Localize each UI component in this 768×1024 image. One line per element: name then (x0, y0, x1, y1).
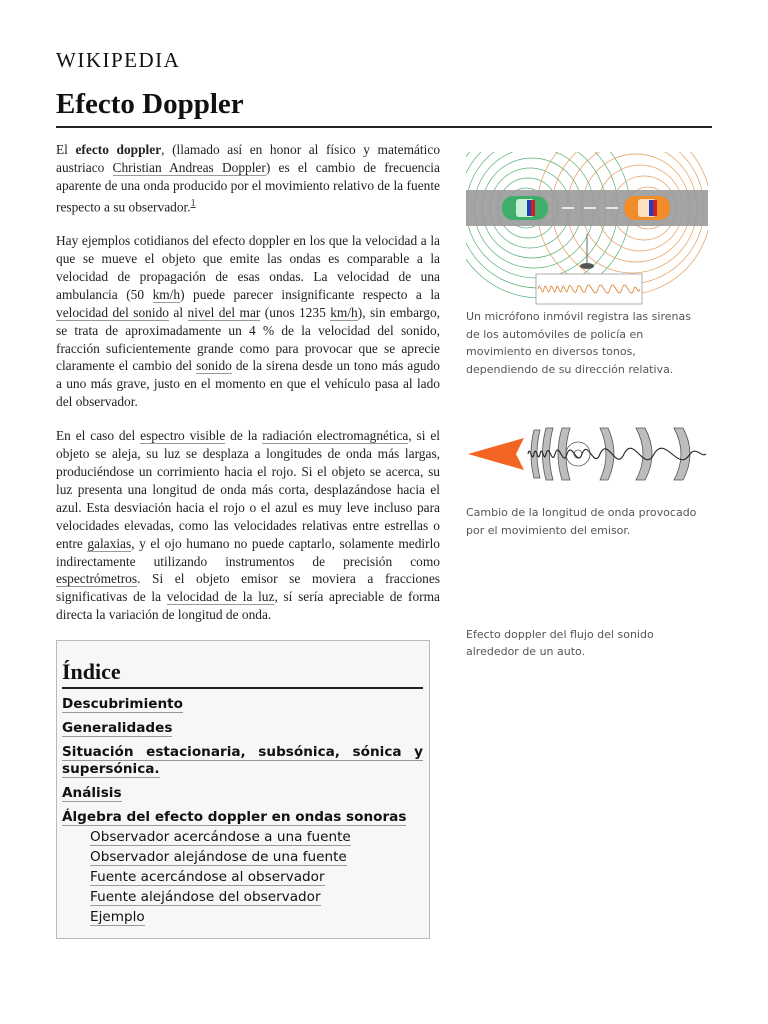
toc-item-label[interactable]: Situación estacionaria, subsónica, sónica y supersónica. (62, 744, 423, 778)
text: (unos 1235 (260, 304, 331, 320)
toc-subitem-label[interactable]: Fuente acercándose al observador (90, 869, 325, 886)
figure-caption-2: Cambio de la longitud de onda provocado por el movimiento del emisor. (466, 506, 697, 537)
text: , y el ojo humano no puede captarlo, solamente medirlo indirectamente utilizando instrumentos de precisión como (56, 535, 441, 569)
text: de la (225, 428, 263, 444)
link-espectro-visible[interactable]: espectro visible (140, 428, 226, 444)
figure-column (466, 152, 708, 661)
page-title: Efecto Doppler (56, 86, 712, 128)
text: En el caso del (56, 428, 141, 444)
figure-caption-1: Un micrófono inmóvil registra las sirenas de los automóviles de policía en movimiento en diversos tonos, dependiendo de su dirección relativa. (466, 310, 691, 376)
wikipedia-logo[interactable]: WIKIPEDIA (56, 48, 181, 72)
link-velocidad-luz[interactable]: velocidad de la luz (166, 589, 275, 605)
toc-subitem-label[interactable]: Observador alejándose de una fuente (90, 849, 347, 866)
paragraph-examples (56, 232, 440, 411)
toc-subitem-label[interactable]: Fuente alejándose del observador (90, 889, 321, 906)
article-body (56, 141, 440, 939)
text: . Si el objeto emisor se moviera a fracciones significativas de la (56, 571, 440, 605)
link-christian-doppler[interactable]: Christian Andreas Doppler (112, 159, 266, 175)
link-nivel-mar[interactable]: nivel del mar (187, 304, 261, 320)
toc-item-label[interactable]: Descubrimiento (62, 696, 183, 713)
toc-item-label[interactable]: Análisis (62, 785, 122, 802)
toc-item-label[interactable]: Generalidades (62, 720, 173, 737)
paragraph-intro (56, 141, 440, 216)
toc-title: Índice (62, 659, 423, 689)
text: ) puede parecer insignificante respecto a la (180, 286, 440, 302)
link-kmh[interactable]: km/h (152, 286, 181, 302)
table-of-contents (56, 640, 430, 939)
toc-subitem[interactable] (90, 909, 423, 926)
toc-subitem-label[interactable]: Ejemplo (90, 909, 145, 926)
toc-item-label[interactable]: Álgebra del efecto doppler en ondas sonoras (62, 809, 407, 826)
paragraph-light (56, 427, 440, 624)
text: Hay ejemplos cotidianos del efecto doppler en los que la velocidad a la que se mueve el objeto que emite las ondas es comparable a la velocidad de propagación de esas ondas. La velocidad de una ambulancia (50 (56, 233, 440, 302)
toc-item[interactable] (62, 720, 423, 737)
toc-subitem[interactable] (90, 889, 423, 906)
toc-item[interactable] (62, 696, 423, 713)
text: al (169, 304, 188, 320)
reference-link[interactable]: 1 (190, 197, 196, 209)
toc-item[interactable] (62, 809, 423, 826)
microphone-icon (580, 263, 594, 269)
link-sonido[interactable]: sonido (196, 358, 232, 374)
text: El (56, 142, 76, 157)
link-radiacion-em[interactable]: radiación electromagnética (262, 428, 409, 444)
toc-subitem-label[interactable]: Observador acercándose a una fuente (90, 829, 351, 846)
toc-item[interactable] (62, 785, 423, 802)
toc-subitem[interactable] (90, 849, 423, 866)
wavelength-shift-figure[interactable] (466, 422, 708, 494)
link-velocidad-sonido[interactable]: velocidad del sonido (56, 304, 169, 320)
toc-item[interactable] (62, 744, 423, 778)
link-espectrometros[interactable]: espectrómetros (56, 571, 138, 587)
text: , si el objeto se aleja, su luz se desplaza a longitudes de onda más largas, produciéndose un corrimiento hacia el rojo. Si el objeto se acerca, su luz presenta una longitud de onda más corta, desplazándose hacia el azul. Esta desviación hacia el rojo o el azul es muy leve incluso para velocidades elevadas, como las velocidades relativas entre estrellas o entre (56, 428, 440, 551)
link-galaxias[interactable]: galaxias (87, 535, 132, 551)
bold-term: efecto doppler (75, 142, 162, 157)
toc-subitem[interactable] (90, 829, 423, 846)
text: ) es el cambio de frecuencia aparente de una onda producido por el movimiento relativo de la fuente respecto a su observador. (56, 159, 440, 215)
text: de la sirena desde un tono más agudo a uno más grave, justo en el momento en que el vehículo pasa al lado del observador. (56, 358, 440, 410)
toc-subitem[interactable] (90, 869, 423, 886)
text: ), sin embargo, se trata de aproximadamente un 4 % de la velocidad del sonido, fracción suficientemente grande como para provocar que se aprecie claramente el cambio del (56, 304, 440, 374)
link-kmh-2[interactable]: km/h (330, 304, 358, 320)
text: , sí sería apreciable de forma directa la variación de longitud de onda. (56, 589, 440, 623)
doppler-police-cars-figure[interactable] (466, 152, 708, 306)
figure-caption-3: Efecto doppler del flujo del sonido alrededor de un auto. (466, 627, 654, 659)
text: , (llamado así en honor al físico y matemático austriaco (56, 142, 441, 175)
